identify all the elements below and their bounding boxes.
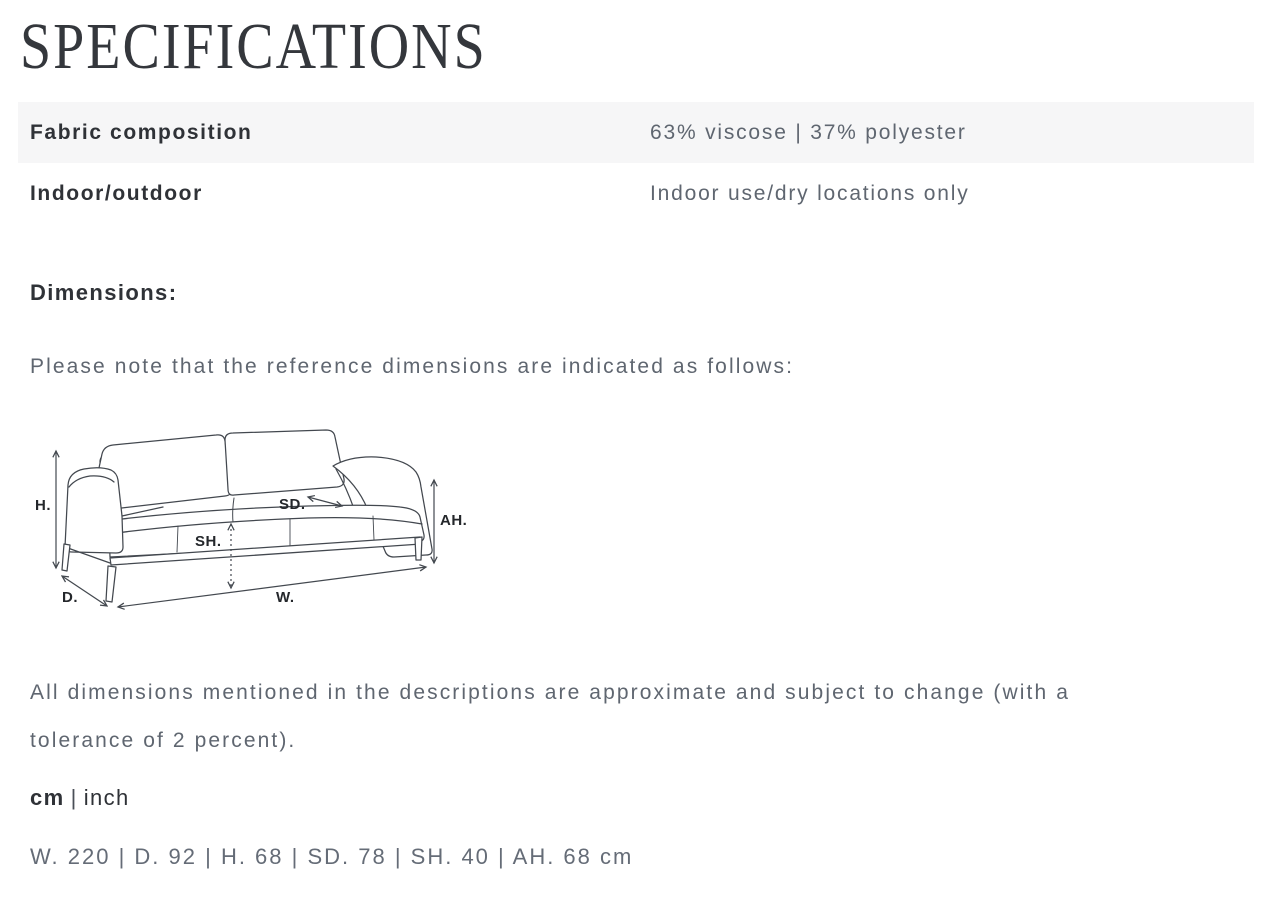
depth-label: D. <box>62 589 78 606</box>
unit-divider: | <box>70 785 78 810</box>
arm-height-label: AH. <box>440 512 468 529</box>
unit-secondary: inch <box>83 785 130 810</box>
spec-value-fabric-composition: 63% viscose | 37% polyester <box>650 120 967 144</box>
spec-label-fabric-composition: Fabric composition <box>30 120 253 144</box>
spec-label-indoor-outdoor: Indoor/outdoor <box>30 181 203 205</box>
width-label: W. <box>276 589 295 606</box>
spec-table <box>18 102 1254 224</box>
spec-row-indoor-outdoor <box>18 163 1254 224</box>
dimensions-intro-note: Please note that the reference dimensions are indicated as follows: <box>30 355 795 378</box>
tolerance-note-line2: tolerance of 2 percent). <box>30 729 297 752</box>
sofa-outline <box>62 430 432 602</box>
spec-row-fabric-composition <box>18 102 1254 163</box>
dimension-values-cm: W. 220 | D. 92 | H. 68 | SD. 78 | SH. 40 | AH. 68 cm <box>30 844 634 869</box>
spec-value-indoor-outdoor: Indoor use/dry locations only <box>650 181 970 205</box>
specifications-section <box>0 10 1272 870</box>
seat-depth-arrow <box>308 497 342 506</box>
sofa-dimensions-diagram <box>28 426 1272 623</box>
page-title: SPECIFICATIONS <box>20 10 487 84</box>
units-line <box>30 785 1272 811</box>
seat-depth-label: SD. <box>279 496 306 513</box>
sofa-leg-right <box>415 537 422 560</box>
sofa-diagram-svg <box>28 426 493 618</box>
dimensions-heading: Dimensions: <box>30 280 178 305</box>
height-label: H. <box>35 497 51 514</box>
unit-primary: cm <box>30 785 65 810</box>
sofa-back-cushion-right <box>225 430 344 495</box>
sofa-leg-front-left <box>106 566 116 602</box>
tolerance-note-line1: All dimensions mentioned in the descriptions are approximate and subject to change (with a <box>30 681 1070 704</box>
sofa-left-arm <box>65 468 123 553</box>
sofa-leg-back-left <box>62 544 70 571</box>
seat-height-label: SH. <box>195 533 222 550</box>
width-arrow <box>118 567 426 607</box>
tolerance-note <box>30 669 1242 765</box>
